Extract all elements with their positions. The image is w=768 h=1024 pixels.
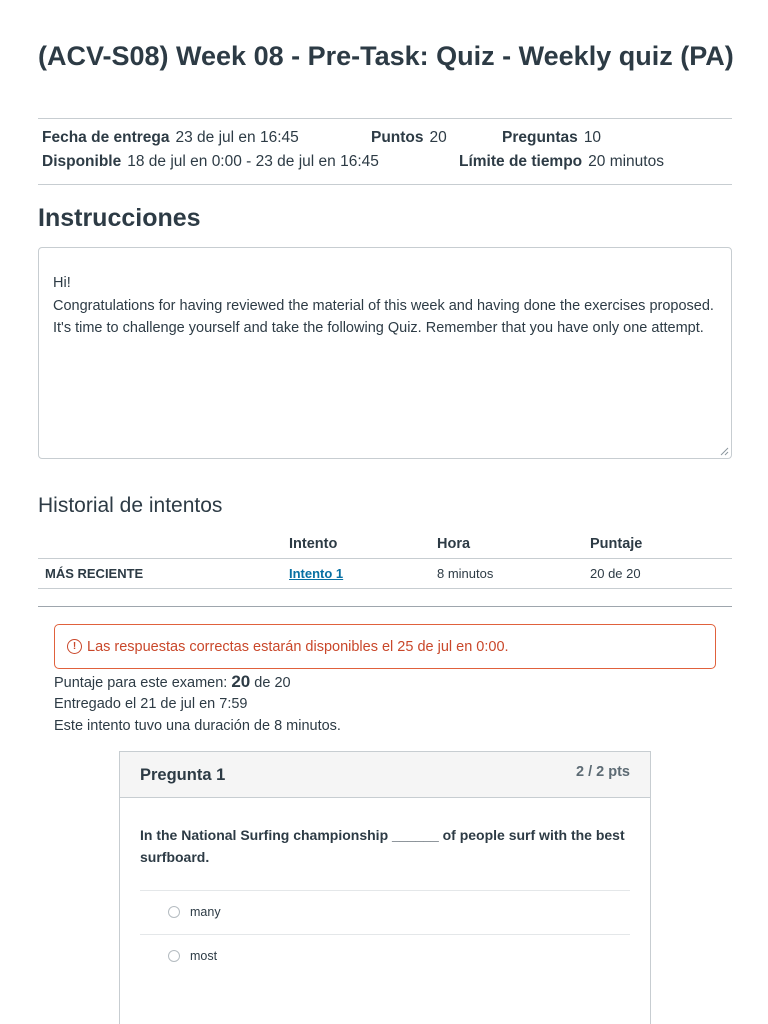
time-limit-label: Límite de tiempo	[459, 153, 583, 170]
answer-label: most	[190, 949, 218, 963]
column-header-score: Puntaje	[590, 536, 643, 552]
available-value: 18 de jul en 0:00 - 23 de jul en 16:45	[127, 153, 379, 170]
column-header-time: Hora	[437, 536, 471, 552]
attempt-history-heading: Historial de intentos	[38, 494, 223, 517]
questions-value: 10	[583, 129, 602, 146]
score-prefix: Puntaje para este examen:	[54, 675, 228, 691]
answer-divider	[140, 890, 630, 891]
score-value: 20	[231, 672, 251, 691]
time-limit-value: 20 minutos	[588, 153, 664, 170]
attempt-time: 8 minutos	[437, 566, 494, 581]
answer-label: many	[190, 905, 221, 919]
divider	[38, 606, 732, 607]
column-header-attempt: Intento	[289, 536, 338, 552]
questions-count	[502, 129, 601, 147]
available-label: Disponible	[42, 153, 122, 170]
question-text: In the National Surfing championship ______ of people surf with the best surfboard.	[140, 827, 625, 865]
due-date-label: Fecha de entrega	[42, 129, 170, 146]
question-points: 2 / 2 pts	[576, 764, 630, 780]
answer-option[interactable]	[168, 949, 217, 963]
exam-score	[54, 672, 291, 692]
attempt-link[interactable]: Intento 1	[289, 566, 344, 581]
points	[371, 129, 447, 147]
divider	[38, 118, 732, 119]
attempt-score: 20 de 20	[590, 566, 641, 581]
resize-grip-icon[interactable]	[720, 447, 729, 456]
questions-label: Preguntas	[502, 129, 578, 146]
availability	[42, 153, 379, 171]
answer-divider	[140, 934, 630, 935]
instructions-box[interactable]	[38, 247, 732, 459]
question-title: Pregunta 1	[140, 766, 226, 784]
correct-answers-alert	[54, 624, 716, 669]
quiz-details-row-2	[42, 153, 732, 175]
submitted-date: Entregado el 21 de jul en 7:59	[54, 696, 248, 712]
question-header	[120, 752, 650, 798]
points-label: Puntos	[371, 129, 424, 146]
answer-option[interactable]	[168, 905, 221, 919]
score-suffix: de 20	[254, 675, 291, 691]
instructions-body: Congratulations for having reviewed the material of this week and having done the exercises proposed. It's time to challenge yourself and take the following Quiz. Remember that you have only one attempt.	[53, 297, 714, 336]
page-title: (ACV-S08) Week 08 - Pre-Task: Quiz - Weekly quiz (PA)	[38, 41, 734, 71]
radio-button[interactable]	[168, 906, 180, 918]
instructions-heading: Instrucciones	[38, 204, 201, 232]
quiz-details-row-1	[42, 129, 732, 151]
due-date-value: 23 de jul en 16:45	[175, 129, 299, 146]
row-label: MÁS RECIENTE	[45, 566, 144, 581]
due-date	[42, 129, 299, 147]
radio-button[interactable]	[168, 950, 180, 962]
time-limit	[459, 153, 664, 171]
question-card	[119, 751, 651, 1024]
warning-icon: !	[67, 639, 82, 654]
points-value: 20	[429, 129, 447, 146]
alert-text: Las respuestas correctas estarán disponibles el 25 de jul en 0:00.	[87, 638, 509, 655]
table-header-divider	[38, 558, 732, 559]
divider	[38, 184, 732, 185]
attempt-duration: Este intento tuvo una duración de 8 minutos.	[54, 718, 341, 734]
instructions-greeting: Hi!	[53, 275, 71, 291]
divider	[38, 588, 732, 589]
